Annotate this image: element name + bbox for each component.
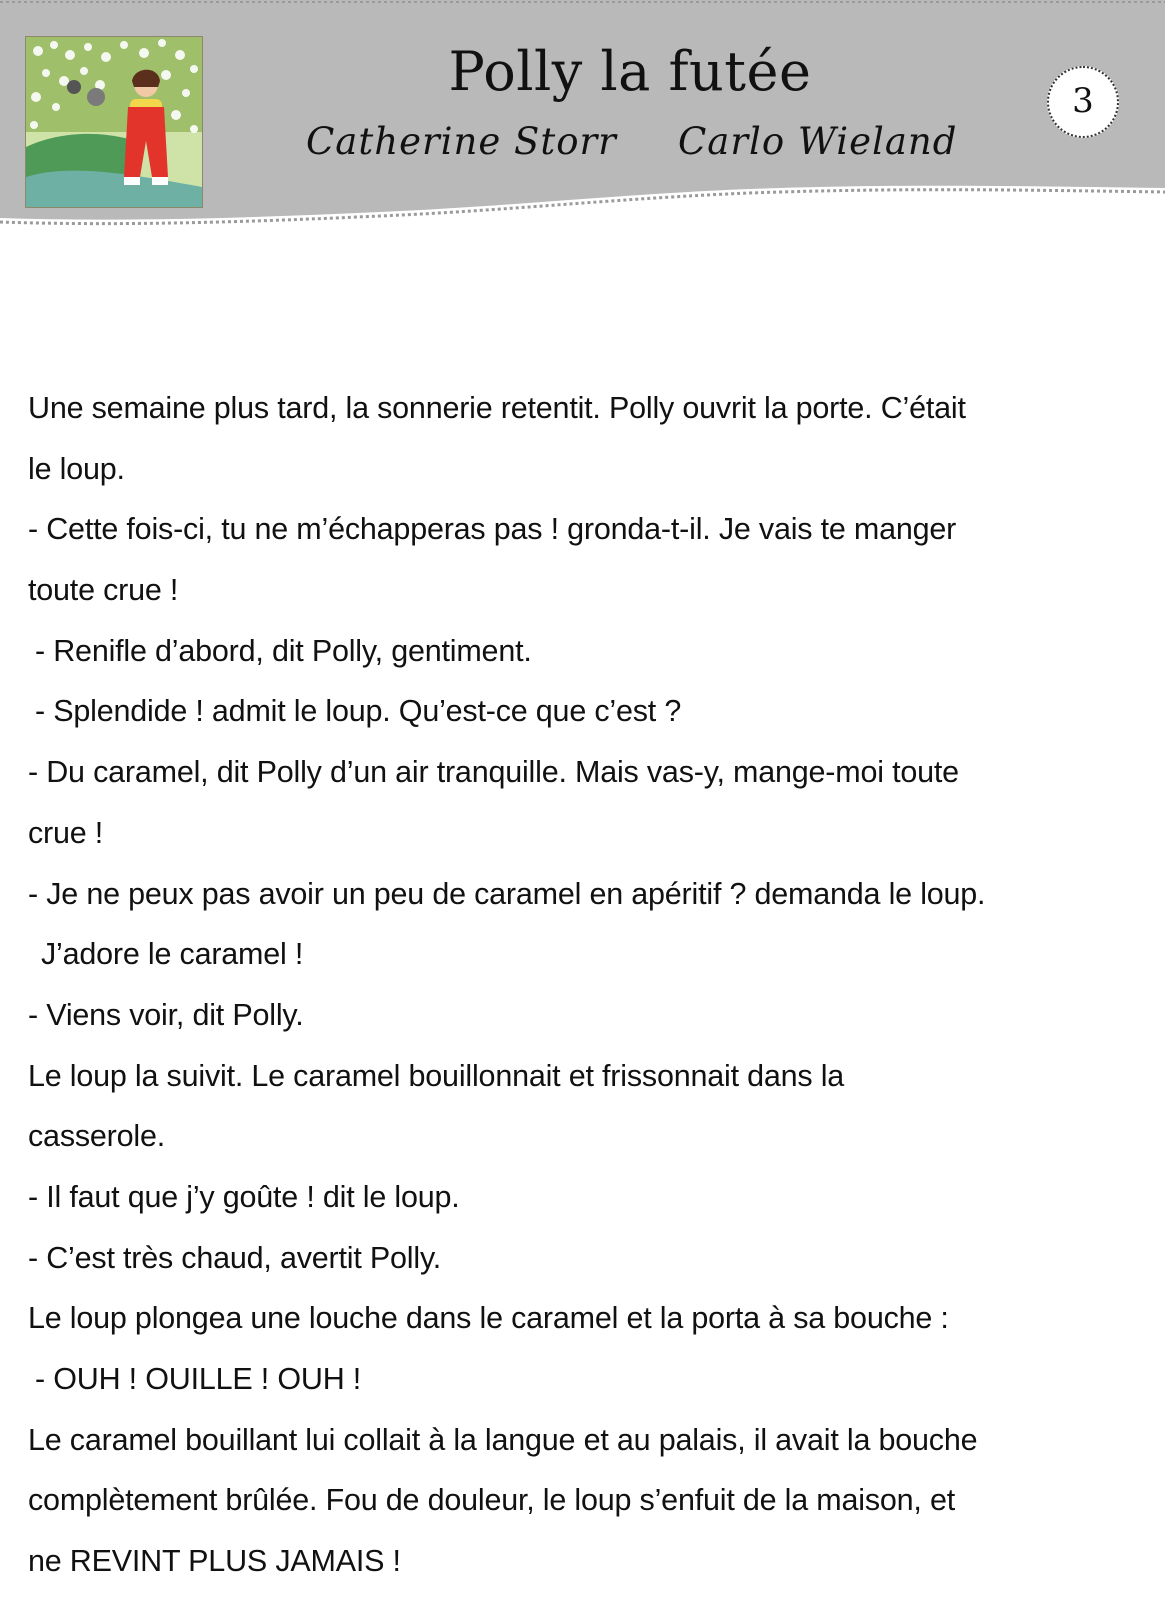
- story-line: ne REVINT PLUS JAMAIS !: [28, 1544, 401, 1579]
- story-line: le loup.: [28, 451, 125, 486]
- illustrator-name: Carlo Wieland: [678, 120, 958, 163]
- story-line: - C’est très chaud, avertit Polly.: [28, 1240, 442, 1275]
- story-line: - Il faut que j’y goûte ! dit le loup.: [28, 1179, 460, 1214]
- story-line: Le caramel bouillant lui collait à la langue et au palais, il avait la bouche: [28, 1422, 978, 1457]
- book-cover-image: [25, 36, 203, 208]
- story-line: toute crue !: [28, 573, 179, 608]
- page-number-badge: 3: [1047, 66, 1119, 138]
- story-line: Le loup plongea une louche dans le caramel et la porta à sa bouche :: [28, 1301, 949, 1336]
- story-line: Le loup la suivit. Le caramel bouillonnait et frissonnait dans la: [28, 1058, 845, 1093]
- story-line: - OUH ! OUILLE ! OUH !: [35, 1362, 362, 1396]
- story-text: [28, 378, 1148, 1592]
- story-line: - Je ne peux pas avoir un peu de caramel en apéritif ? demanda le loup.: [28, 876, 986, 911]
- story-line: casserole.: [28, 1119, 166, 1154]
- story-line: complètement brûlée. Fou de douleur, le loup s’enfuit de la maison, et: [28, 1483, 955, 1518]
- story-line: - Renifle d’abord, dit Polly, gentiment.: [35, 633, 532, 668]
- author-name: Catherine Storr: [306, 120, 617, 163]
- story-line: - Cette fois-ci, tu ne m’échapperas pas ! gronda-t-il. Je vais te manger: [28, 512, 957, 547]
- story-line: J’adore le caramel !: [41, 937, 304, 972]
- book-title: Polly la futée: [448, 40, 812, 103]
- story-line: - Du caramel, dit Polly d’un air tranquille. Mais vas-y, mange-moi toute: [28, 755, 959, 790]
- story-line: - Viens voir, dit Polly.: [28, 997, 304, 1032]
- story-line: Une semaine plus tard, la sonnerie retentit. Polly ouvrit la porte. C’était: [28, 391, 966, 425]
- story-line: crue !: [28, 815, 104, 850]
- story-line: - Splendide ! admit le loup. Qu’est-ce que c’est ?: [35, 694, 682, 729]
